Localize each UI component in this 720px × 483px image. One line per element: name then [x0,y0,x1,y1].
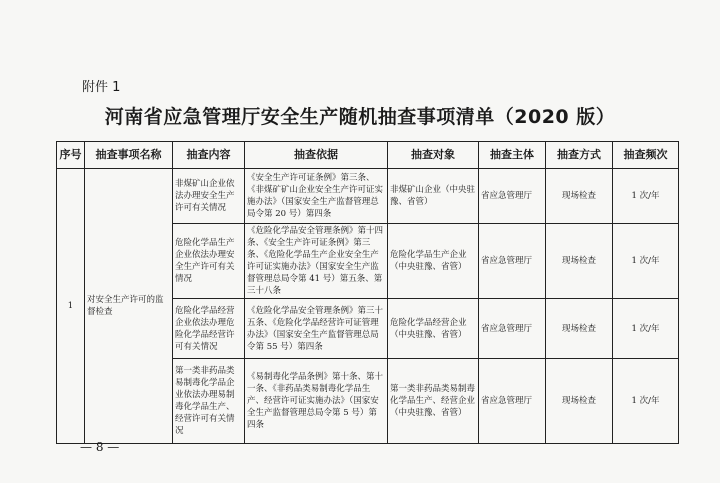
check-frequency: 1 次/年 [613,299,679,359]
header-cell: 抽查频次 [613,142,679,169]
check-basis: 《危险化学品安全管理条例》第三十五条、《危险化学品经营许可证管理办法》（国家安全生产监督管理总局令第 55 号）第四条 [245,299,388,359]
check-subject: 省应急管理厅 [479,299,546,359]
check-content: 第一类非药品类易制毒化学品企业依法办理易制毒化学品生产、经营许可有关情况 [173,359,245,444]
check-content: 危险化学品经营企业依法办理危险化学品经营许可有关情况 [173,299,245,359]
header-cell: 抽查内容 [173,142,245,169]
check-target: 非煤矿山企业（中央驻豫、省管） [388,169,479,224]
checklist-table [56,141,679,444]
check-target: 危险化学品经营企业（中央驻豫、省管） [388,299,479,359]
check-subject: 省应急管理厅 [479,169,546,224]
check-content: 非煤矿山企业依法办理安全生产许可有关情况 [173,169,245,224]
header-cell: 抽查主体 [479,142,546,169]
check-subject: 省应急管理厅 [479,359,546,444]
check-method: 现场检查 [546,224,613,299]
check-content: 危险化学品生产企业依法办理安全生产许可有关情况 [173,224,245,299]
page-title: 河南省应急管理厅安全生产随机抽查事项清单（2020 版） [104,106,616,128]
check-basis: 《易制毒化学品条例》第十条、第十一条、《非药品类易制毒化学品生产、经营许可证实施办法》（国家安全生产监督管理总局令第 5 号）第四条 [245,359,388,444]
check-basis: 《安全生产许可证条例》第三条、《非煤矿矿山企业安全生产许可证实施办法》（国家安全生产监督管理总局令第 20 号）第四条 [245,169,388,224]
header-row [57,142,679,169]
check-basis: 《危险化学品安全管理条例》第十四条、《安全生产许可证条例》第三条、《危险化学品生产企业安全生产许可证实施办法》（国家安全生产监督管理总局令第 41 号）第五条、第三十八条 [245,224,388,299]
table-row [57,169,679,224]
header-cell: 抽查对象 [388,142,479,169]
check-frequency: 1 次/年 [613,224,679,299]
item-name: 对安全生产许可的监督检查 [85,169,173,444]
check-target: 第一类非药品类易制毒化学品生产、经营企业（中央驻豫、省管） [388,359,479,444]
check-subject: 省应急管理厅 [479,224,546,299]
header-cell: 序号 [57,142,85,169]
attachment-label: 附件 1 [82,80,121,95]
header-cell: 抽查事项名称 [85,142,173,169]
check-method: 现场检查 [546,299,613,359]
check-method: 现场检查 [546,359,613,444]
header-cell: 抽查方式 [546,142,613,169]
check-method: 现场检查 [546,169,613,224]
header-cell: 抽查依据 [245,142,388,169]
item-number: 1 [57,169,85,444]
page-number: — 8 — [80,440,120,454]
check-target: 危险化学品生产企业（中央驻豫、省管） [388,224,479,299]
check-frequency: 1 次/年 [613,169,679,224]
check-frequency: 1 次/年 [613,359,679,444]
